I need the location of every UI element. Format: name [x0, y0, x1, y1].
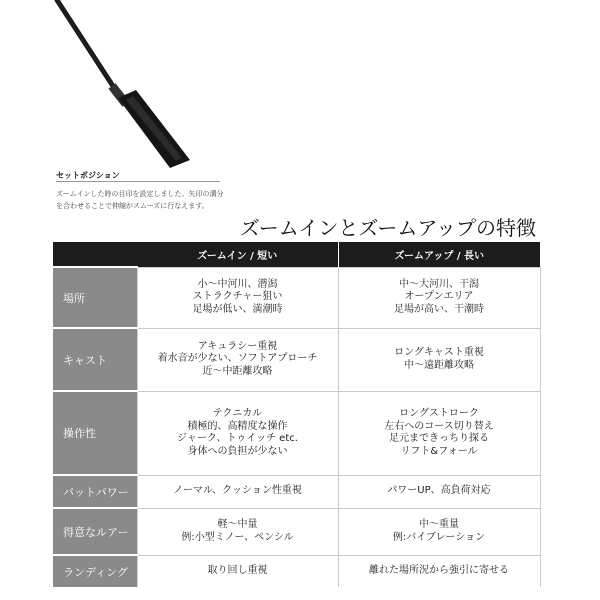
cell-line: アキュラシー重視	[197, 340, 278, 352]
zoom-in-cell	[137, 475, 338, 508]
cell-line: 近～中距離攻略	[202, 365, 273, 377]
zoom-up-cell	[338, 391, 540, 475]
cell-line: 離れた場所況から強引に寄せる	[369, 565, 509, 576]
header-zoom-up: ズームアップ / 長い	[338, 242, 540, 267]
row-label: キャスト	[53, 328, 137, 391]
comparison-table	[53, 242, 541, 587]
zoom-up-cell	[338, 267, 540, 328]
table-row	[53, 555, 540, 587]
table-row	[53, 475, 540, 508]
cell-line: 身体への負担が少ない	[187, 445, 288, 457]
cell-line: 足場が高い、干潮時	[394, 303, 484, 315]
main-title: ズームインとズームアップの特徴	[239, 216, 536, 240]
header-corner	[53, 242, 137, 267]
cell-line: ロングキャスト重視	[394, 347, 484, 358]
zoom-in-cell	[137, 328, 338, 391]
table-body	[53, 267, 540, 587]
cell-line: オープンエリア	[404, 291, 474, 303]
cell-line: ストラクチャー狙い	[192, 291, 283, 303]
cell-line: ノーマル、クッション性重視	[173, 485, 302, 497]
table-header-row	[53, 242, 540, 267]
table-row	[53, 508, 540, 555]
cell-line: リフト&フォール	[400, 445, 478, 457]
table-row	[53, 391, 540, 475]
cell-line: 軽～中量	[217, 519, 258, 530]
rod-grip-highlight	[126, 96, 182, 161]
cell-line: 中～遠距離攻略	[404, 359, 474, 371]
row-label: バットパワー	[53, 475, 137, 508]
zoom-up-cell	[338, 555, 540, 587]
row-label: 得意なルアー	[53, 508, 137, 555]
zoom-in-cell	[137, 508, 338, 555]
table-row	[53, 328, 540, 391]
cell-line: ロングストローク	[399, 408, 479, 419]
cell-line: 中～重量	[419, 519, 459, 530]
zoom-in-cell	[137, 267, 338, 328]
cell-line: 左右へのコース切り替え	[384, 420, 494, 432]
cell-line: 積極的、高精度な操作	[187, 420, 288, 432]
set-position-divider	[56, 181, 220, 182]
zoom-up-cell	[338, 508, 540, 555]
cell-line: パワーUP、高負荷対応	[387, 485, 491, 497]
cell-line: 中～大河川、干潟	[399, 278, 479, 290]
zoom-up-cell	[338, 475, 540, 508]
cell-line: 小～中河川、潜潟	[197, 278, 278, 290]
rod-image	[0, 0, 600, 170]
cell-line: ジャーク、トゥイッチ etc.	[177, 433, 298, 444]
cell-line: 例:小型ミノー、ペンシル	[181, 531, 294, 543]
cell-line: 例:バイブレーション	[392, 531, 486, 543]
zoom-up-cell	[338, 328, 540, 391]
rod-blank	[57, 0, 122, 100]
table-row	[53, 267, 540, 328]
cell-line: 着水音が少ない、ソフトアプローチ	[157, 353, 318, 365]
set-position-title: セットポジション	[56, 171, 120, 180]
cell-line: 足元まできっちり探る	[389, 433, 489, 444]
cell-line: 取り回し重視	[207, 565, 268, 576]
row-label: ランディング	[53, 555, 137, 587]
row-label: 操作性	[53, 391, 137, 475]
cell-line: テクニカル	[212, 408, 263, 419]
zoom-in-cell	[137, 555, 338, 587]
zoom-in-cell	[137, 391, 338, 475]
row-label: 場所	[53, 267, 137, 328]
set-position-description: ズームインした時の目印を設定しました。矢印の溝分を合わせることで伸縮がスムーズに行なえます。	[56, 190, 224, 210]
cell-line: 足場が低い、満潮時	[192, 303, 283, 315]
header-zoom-in: ズームイン / 短い	[137, 242, 338, 267]
